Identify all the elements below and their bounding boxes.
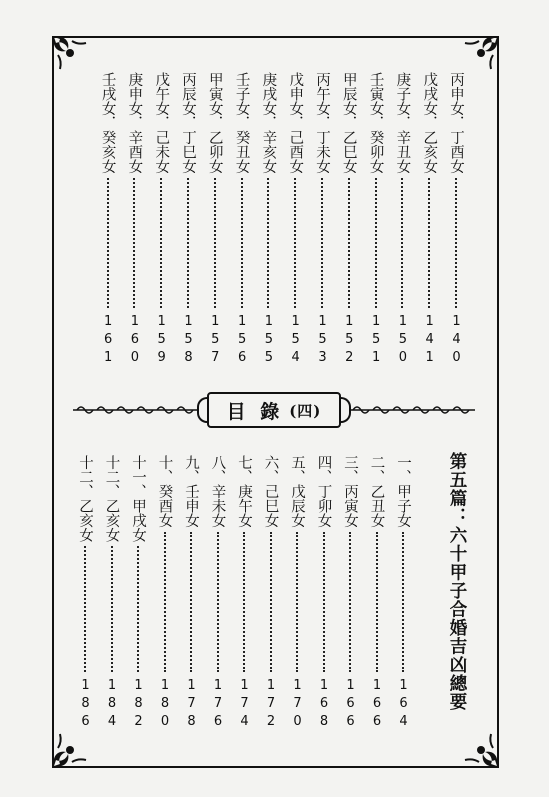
toc-entry[interactable] <box>363 72 389 368</box>
leader-dots <box>160 178 162 309</box>
toc-entry-label: 戊午女．己未女 <box>153 72 170 174</box>
toc-entry-label: 壬戌女．癸亥女 <box>99 72 116 174</box>
leader-dots <box>296 532 298 673</box>
toc-entry-page-number: 166 <box>369 678 385 732</box>
leader-dots <box>267 178 269 309</box>
toc-entry[interactable] <box>121 72 147 368</box>
toc-entry-label: 七、庚午女 <box>236 455 252 528</box>
leader-dots <box>241 178 243 309</box>
toc-entry[interactable] <box>72 455 98 732</box>
toc-entry-page-number: 166 <box>343 678 358 732</box>
toc-entry[interactable] <box>416 72 442 368</box>
toc-entry[interactable] <box>95 72 121 368</box>
toc-entry-page-number: 164 <box>396 678 411 732</box>
corner-ornament-top-right <box>461 33 501 73</box>
toc-entry[interactable] <box>284 455 310 732</box>
toc-entry-label: 十一、甲戌女 <box>130 455 146 542</box>
toc-entry-label: 甲辰女．乙巳女 <box>340 72 357 174</box>
toc-entry[interactable] <box>231 455 257 732</box>
leader-dots <box>376 532 378 673</box>
toc-entry-label: 壬子女．癸丑女 <box>233 72 250 174</box>
toc-entry-page-number: 141 <box>422 314 438 368</box>
toc-entry-label: 庚戌女．辛亥女 <box>260 72 277 174</box>
toc-entry-page-number: 151 <box>368 314 384 368</box>
toc-entry-label: 二、乙丑女 <box>368 455 385 528</box>
toc-entry[interactable] <box>152 455 178 732</box>
toc-entry-page-number: 158 <box>181 314 196 368</box>
toc-entry-page-number: 159 <box>154 314 170 368</box>
leader-dots <box>137 546 139 672</box>
toc-entry-page-number: 186 <box>78 678 93 732</box>
toc-entry[interactable] <box>336 72 362 368</box>
corner-ornament-bottom-left <box>50 730 90 770</box>
leader-dots <box>323 532 325 673</box>
leader-dots <box>321 178 323 309</box>
toc-entry-label: 丙辰女．丁巳女 <box>180 72 196 174</box>
toc-entry-label: 四、丁卯女 <box>315 455 332 528</box>
leader-dots <box>270 532 272 673</box>
toc-entry[interactable] <box>205 455 231 732</box>
toc-entry[interactable] <box>390 455 416 732</box>
leader-dots <box>187 178 189 309</box>
leader-dots <box>294 178 296 309</box>
leader-dots <box>375 178 377 309</box>
toc-entry-page-number: 182 <box>131 678 146 732</box>
toc-entry[interactable] <box>258 455 284 732</box>
toc-entry-label: 十二、乙亥女 <box>103 455 120 542</box>
toc-entry[interactable] <box>337 455 363 732</box>
leader-dots <box>401 178 403 309</box>
toc-entry-page-number: 168 <box>316 678 332 732</box>
leader-dots <box>348 178 350 309</box>
scroll-ornament-left-icon <box>73 404 199 416</box>
toc-entry-page-number: 160 <box>127 314 143 368</box>
toc-entry-page-number: 156 <box>234 314 250 368</box>
toc-entry-label: 九、壬申女 <box>183 455 199 528</box>
toc-entry-label: 甲寅女．乙卯女 <box>206 72 223 174</box>
leader-dots <box>217 532 219 673</box>
title-banner <box>64 392 484 428</box>
toc-entry-page-number: 174 <box>237 678 252 732</box>
toc-entry-label: 丙申女．丁酉女 <box>448 72 464 174</box>
toc-entry[interactable] <box>309 72 335 368</box>
toc-entry-page-number: 152 <box>341 314 357 368</box>
toc-entry[interactable] <box>389 72 415 368</box>
toc-entry[interactable] <box>175 72 201 368</box>
corner-ornament-bottom-right <box>461 730 501 770</box>
leader-dots <box>133 178 135 309</box>
leader-dots <box>214 178 216 309</box>
toc-entry-page-number: 184 <box>104 678 120 732</box>
toc-entry-label: 丙午女．丁未女 <box>314 72 330 174</box>
toc-title-volume: (四) <box>289 401 322 420</box>
toc-entry-label: 戊申女．己酉女 <box>287 72 304 174</box>
toc-entry-label: 十二、乙亥女 <box>77 455 93 542</box>
toc-title <box>207 392 342 428</box>
toc-entry-page-number: 155 <box>261 314 277 368</box>
toc-entry-page-number: 157 <box>207 314 223 368</box>
leader-dots <box>428 178 430 309</box>
toc-entry-label: 十、癸酉女 <box>156 455 173 528</box>
toc-entry-page-number: 161 <box>100 314 116 368</box>
toc-entry[interactable] <box>364 455 390 732</box>
toc-entry-page-number: 176 <box>210 678 226 732</box>
toc-entry-page-number: 140 <box>449 314 464 368</box>
leader-dots <box>107 178 109 309</box>
toc-entry-label: 戊戌女．乙亥女 <box>421 72 438 174</box>
leader-dots <box>111 546 113 672</box>
section-heading: 第五篇：六十甲子合婚吉凶總要 <box>447 452 467 711</box>
leader-dots <box>84 546 86 672</box>
toc-entry-page-number: 172 <box>263 678 279 732</box>
toc-entry[interactable] <box>255 72 281 368</box>
toc-entry-label: 一、甲子女 <box>395 455 411 528</box>
toc-entry[interactable] <box>202 72 228 368</box>
leader-dots <box>349 532 351 673</box>
toc-entry-page-number: 170 <box>290 678 305 732</box>
leader-dots <box>190 532 192 673</box>
toc-entry-label: 庚子女．辛丑女 <box>394 72 411 174</box>
leader-dots <box>243 532 245 673</box>
toc-entry[interactable] <box>229 72 255 368</box>
corner-ornament-top-left <box>50 33 90 73</box>
toc-entry-page-number: 154 <box>288 314 304 368</box>
toc-entry-page-number: 180 <box>157 678 173 732</box>
toc-entry[interactable] <box>443 72 469 368</box>
scroll-ornament-right-icon <box>349 404 475 416</box>
toc-entry[interactable] <box>311 455 337 732</box>
toc-entry-label: 庚申女．辛酉女 <box>126 72 143 174</box>
toc-entry-page-number: 178 <box>184 678 199 732</box>
toc-entry[interactable] <box>99 455 125 732</box>
toc-entry[interactable] <box>148 72 174 368</box>
leader-dots <box>455 178 457 309</box>
leader-dots <box>164 532 166 673</box>
toc-entry[interactable] <box>282 72 308 368</box>
toc-entry-label: 三、丙寅女 <box>342 455 358 528</box>
toc-entry[interactable] <box>125 455 151 732</box>
toc-entry-page-number: 153 <box>315 314 330 368</box>
toc-entry-label: 壬寅女．癸卯女 <box>367 72 384 174</box>
toc-entry-label: 六、己巳女 <box>262 455 279 528</box>
toc-title-main: 目 錄 <box>226 400 284 423</box>
toc-entry-page-number: 150 <box>395 314 411 368</box>
toc-entry[interactable] <box>178 455 204 732</box>
leader-dots <box>402 532 404 673</box>
toc-entry-label: 八、辛未女 <box>209 455 226 528</box>
toc-entry-label: 五、戊辰女 <box>289 455 305 528</box>
